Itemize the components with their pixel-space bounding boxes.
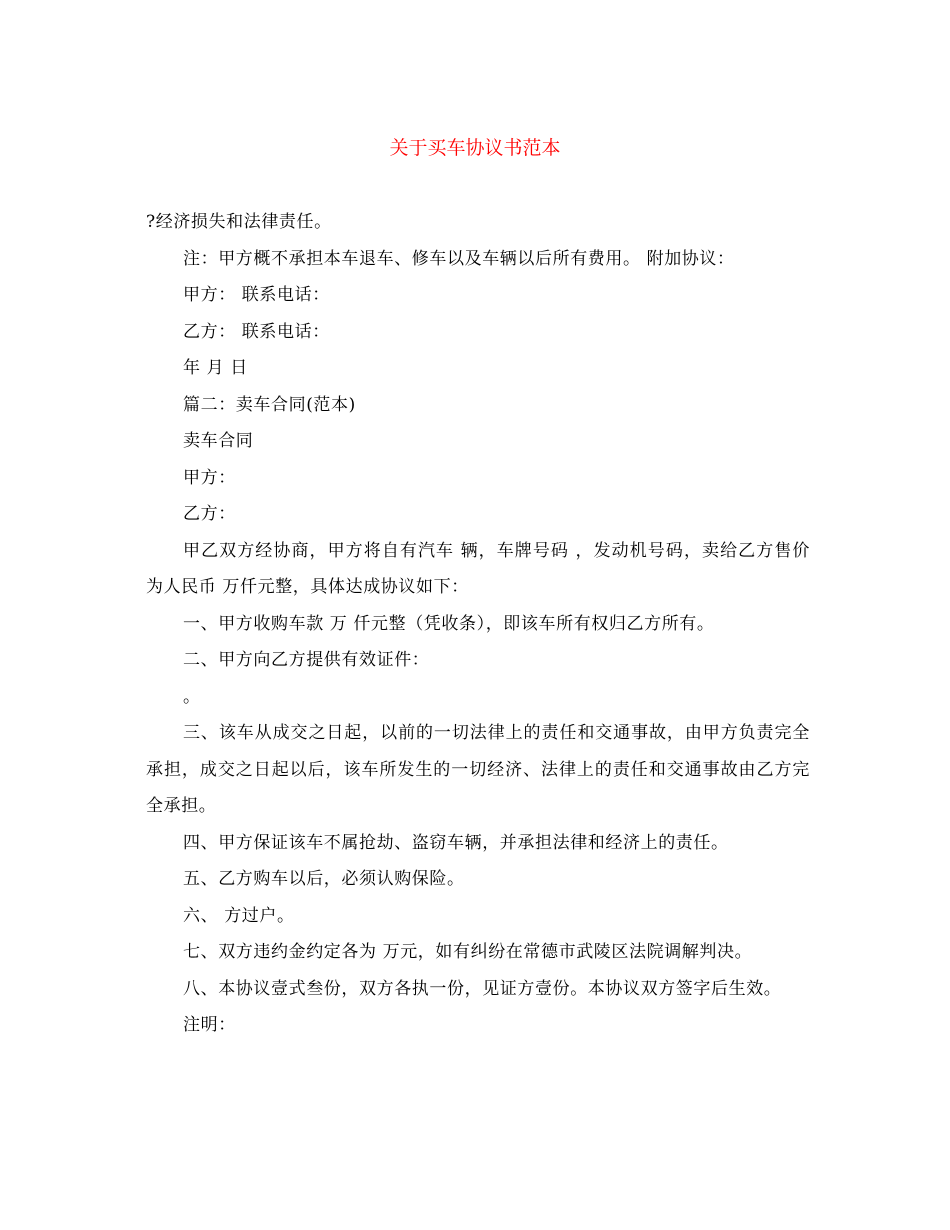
paragraph-clause-5: 五、乙方购车以后，必须认购保险。 bbox=[183, 869, 465, 889]
paragraph-party-a-contact: 甲方： 联系电话： bbox=[183, 285, 330, 305]
paragraph-clause-2: 二、甲方向乙方提供有效证件： bbox=[183, 650, 430, 670]
paragraph-intro: 甲乙双方经协商，甲方将自有汽车 辆，车牌号码 ，发动机号码，卖给乙方售价为人民币 万仟元整，具体达成协议如下： bbox=[146, 540, 810, 597]
paragraph-remarks: 注明： bbox=[183, 1015, 236, 1035]
paragraph-party-b: 乙方： bbox=[183, 504, 236, 524]
paragraph-section-heading: 篇二：卖车合同(范本) bbox=[183, 394, 356, 415]
paragraph-clause-7: 七、双方违约金约定各为 万元，如有纠纷在常德市武陵区法院调解判决。 bbox=[183, 942, 753, 962]
paragraph-clause-4: 四、甲方保证该车不属抢劫、盗窃车辆，并承担法律和经济上的责任。 bbox=[183, 832, 729, 853]
document-body bbox=[146, 204, 810, 1044]
paragraph-clause-8: 八、本协议壹式叁份，双方各执一份，见证方壹份。本协议双方签字后生效。 bbox=[183, 978, 782, 999]
paragraph-date: 年 月 日 bbox=[183, 358, 248, 378]
paragraph-clause-1: 一、甲方收购车款 万 仟元整（凭收条），即该车所有权归乙方所有。 bbox=[183, 613, 715, 634]
paragraph-clause-3: 三、该车从成交之日起，以前的一切法律上的责任和交通事故，由甲方负责完全承担，成交之日起以后，该车所发生的一切经济、法律上的责任和交通事故由乙方完全承担。 bbox=[146, 723, 810, 816]
paragraph-clause-6: 六、 方过户。 bbox=[183, 905, 295, 926]
document-title: 关于买车协议书范本 bbox=[389, 137, 561, 159]
paragraph-contract-title: 卖车合同 bbox=[183, 431, 254, 451]
paragraph-note: 注：甲方概不承担本车退车、修车以及车辆以后所有费用。 附加协议： bbox=[183, 248, 735, 269]
paragraph-continuation: ?经济损失和法律责任。 bbox=[146, 212, 332, 232]
paragraph-clause-2-blank: 。 bbox=[183, 686, 201, 707]
paragraph-party-b-contact: 乙方： 联系电话： bbox=[183, 321, 330, 342]
paragraph-party-a: 甲方： bbox=[183, 467, 236, 488]
